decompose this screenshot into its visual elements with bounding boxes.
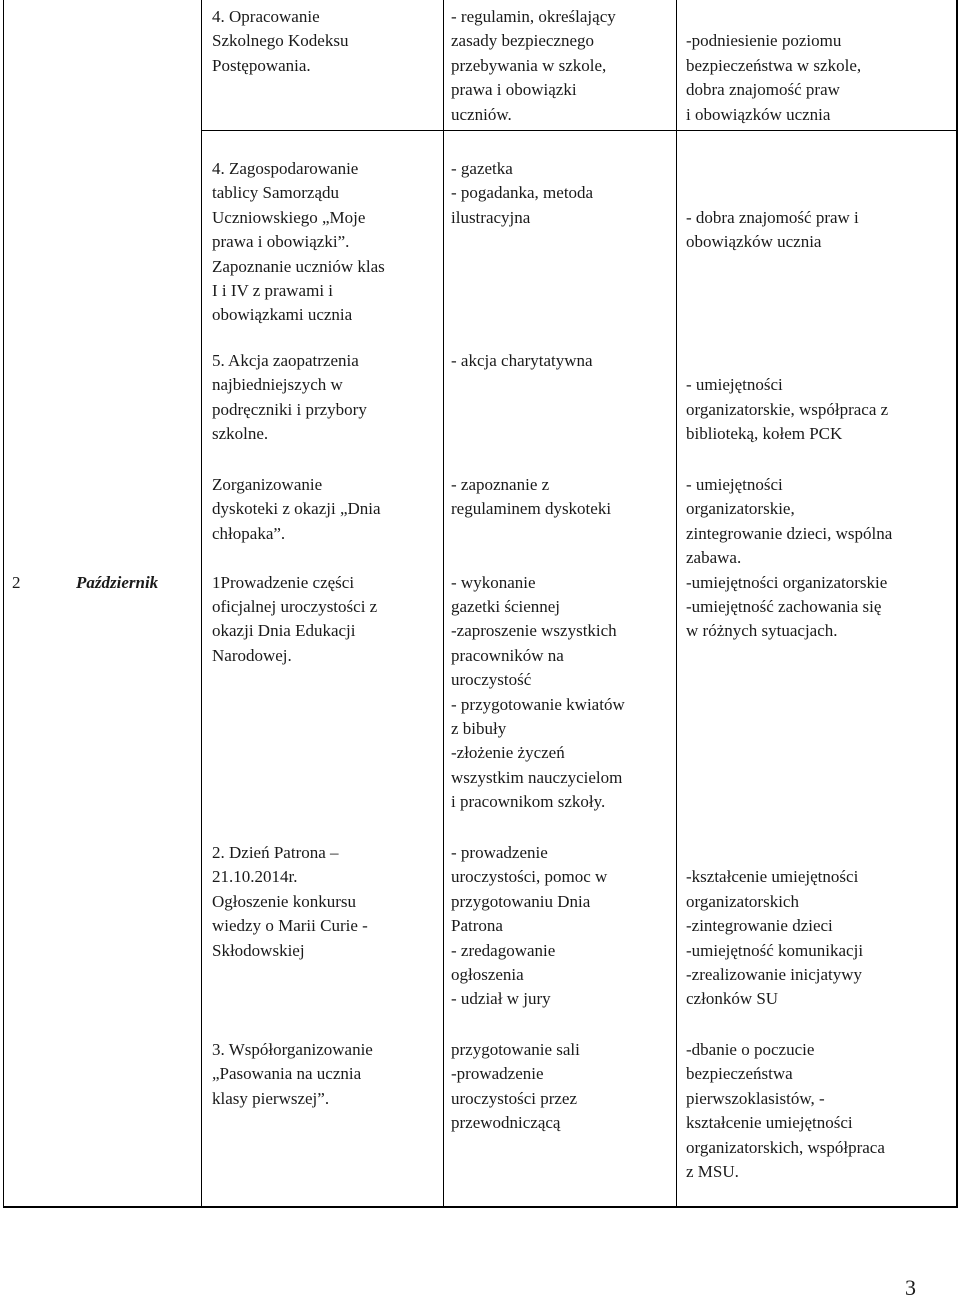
col-border-right bbox=[956, 0, 957, 1207]
method-cell: - akcja charytatywna bbox=[451, 351, 593, 370]
task-cell: 3. Współorganizowanie „Pasowania na ucznia klasy pierwszej”. bbox=[212, 1040, 373, 1108]
col-border-method-effect bbox=[676, 0, 677, 1207]
method-cell: - zapoznanie z regulaminem dyskoteki - wykonanie gazetki ściennej -zaproszenie wszystkich pracowników na uroczystość - przygotowanie kwiatów z bibuły -złożenie życzeń wszystkim nauczycielom i pracownikom szkoły. bbox=[451, 475, 625, 812]
col-border-month-task bbox=[201, 0, 202, 1207]
table-bottom-border bbox=[3, 1206, 957, 1207]
method-cell: - regulamin, określający zasady bezpiecznego przebywania w szkole, prawa i obowiązki uczniów. bbox=[451, 7, 616, 124]
method-cell: - gazetka - pogadanka, metoda ilustracyjna bbox=[451, 159, 594, 227]
effect-cell: - umiejętności organizatorskie, zintegrowanie dzieci, wspólna zabawa. -umiejętności organizatorskie -umiejętność zachowania się w różnych sytuacjach. bbox=[686, 475, 893, 641]
row-divider-1 bbox=[201, 130, 957, 131]
task-cell: 4. Zagospodarowanie tablicy Samorządu Uczniowskiego „Moje prawa i obowiązki”. Zapoznanie uczniów klas I i IV z prawami i obowiązkami ucznia bbox=[212, 159, 385, 325]
task-cell: 2. Dzień Patrona – 21.10.2014r. Ogłoszenie konkursu wiedzy o Marii Curie - Skłodowskiej bbox=[212, 843, 368, 960]
effect-cell: - dobra znajomość praw i obowiązków ucznia bbox=[686, 207, 859, 252]
col-border-left bbox=[3, 0, 4, 1207]
task-cell: Zorganizowanie dyskoteki z okazji „Dnia chłopaka”. 1Prowadzenie części oficjalnej uroczystości z okazji Dnia Edukacji Narodowej. bbox=[212, 475, 381, 665]
effect-cell: - umiejętności organizatorskie, współpraca z biblioteką, kołem PCK bbox=[686, 375, 889, 444]
row-number: 2 bbox=[12, 573, 21, 592]
col-border-task-method bbox=[443, 0, 444, 1207]
effect-cell: -kształcenie umiejętności organizatorskich -zintegrowanie dzieci -umiejętność komunikacji -zrealizowanie inicjatywy członków SU bbox=[686, 867, 864, 1009]
month-label: Październik bbox=[76, 573, 159, 592]
effect-cell: -podniesienie poziomu bezpieczeństwa w szkole, dobra znajomość praw i obowiązków ucznia bbox=[686, 31, 862, 124]
method-cell: - prowadzenie uroczystości, pomoc w przygotowaniu Dnia Patrona - zredagowanie ogłoszenia - udział w jury bbox=[451, 843, 608, 1009]
task-cell: 5. Akcja zaopatrzenia najbiedniejszych w podręczniki i przybory szkolne. bbox=[212, 351, 367, 444]
page-number: 3 bbox=[905, 1275, 916, 1300]
effect-cell: -dbanie o poczucie bezpieczeństwa pierwszoklasistów, - kształcenie umiejętności organizatorskich, współpraca z MSU. bbox=[686, 1040, 885, 1182]
method-cell: przygotowanie sali -prowadzenie uroczystości przez przewodniczącą bbox=[451, 1040, 580, 1133]
task-cell: 4. Opracowanie Szkolnego Kodeksu Postępowania. bbox=[212, 7, 349, 75]
